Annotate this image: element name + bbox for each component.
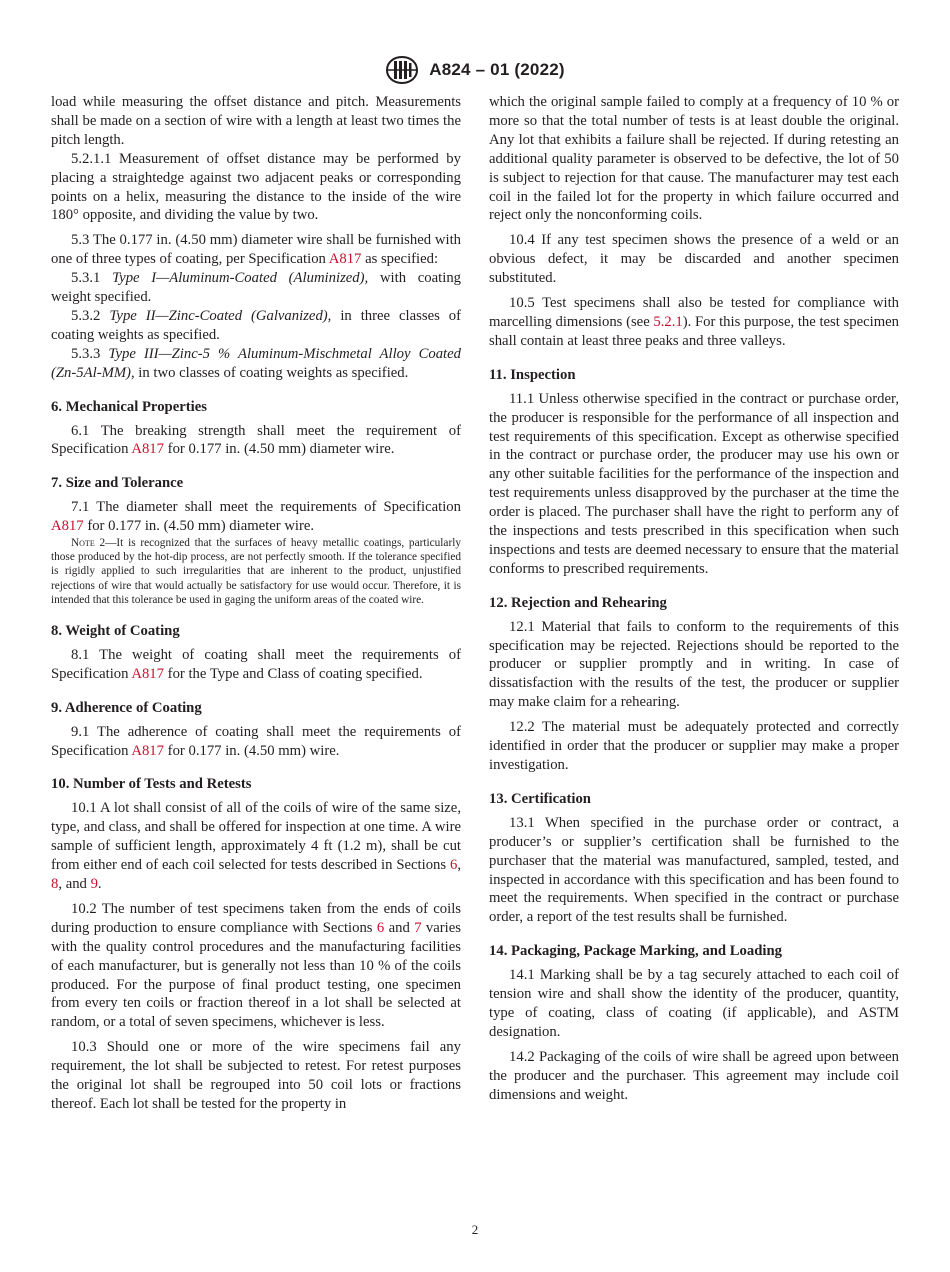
paragraph-5-3-3: 5.3.3 Type III—Zinc-5 % Aluminum-Mischmetal Alloy Coated (Zn-5Al-MM), in two classes of coating weights as specified. xyxy=(51,345,461,381)
paragraph-10-5: 10.5 Test specimens shall also be tested for compliance with marcelling dimensions (see 5.2.1). For this purpose, the test specimen shall contain at least three peaks and three valleys. xyxy=(489,295,899,349)
section-heading-9: 9. Adherence of Coating xyxy=(51,699,202,716)
section-heading-10: 10. Number of Tests and Retests xyxy=(51,776,252,793)
page-header xyxy=(0,56,950,84)
paragraph-12-2: 12.2 The material must be adequately protected and correctly identified in order that the producer or supplier may make a proper investigation. xyxy=(489,719,899,773)
paragraph-10-3: 10.3 Should one or more of the wire specimens fail any requirement, the lot shall be subjected to retest. For retest purposes the original lot shall be regrouped into 50 coil lots or fractions thereof. Each lot shall be tested for the property in xyxy=(51,1039,461,1112)
ref-5-2-1[interactable]: 5.2.1 xyxy=(653,313,683,330)
ref-a817[interactable]: A817 xyxy=(51,518,84,535)
ref-section-8[interactable]: 8 xyxy=(51,876,59,893)
ref-section-7[interactable]: 7 xyxy=(414,919,422,936)
ref-a817[interactable]: A817 xyxy=(131,665,164,682)
paragraph-8-1: 8.1 The weight of coating shall meet the requirements of Specification A817 for the Type and Class of coating specified. xyxy=(51,646,461,682)
paragraph-6-1: 6.1 The breaking strength shall meet the requirement of Specification A817 for 0.177 in. (4.50 mm) diameter wire. xyxy=(51,422,461,458)
page-number: 2 xyxy=(471,1222,479,1237)
section-heading-8: 8. Weight of Coating xyxy=(51,623,180,640)
paragraph-10-1: 10.1 A lot shall consist of all of the coils of wire of the same size, type, and class, and shall be offered for inspection at one time. A wire sample of sufficient length, approximately 4 ft (1.2 m), shall be cut from either end of each coil selected for tests described in Sections 6, 8, and 9. xyxy=(51,800,461,893)
right-column xyxy=(489,93,899,1105)
document-designation: A824 – 01 (2022) xyxy=(429,60,565,79)
ref-section-6[interactable]: 6 xyxy=(376,919,385,936)
paragraph-14-1: 14.1 Marking shall be by a tag securely attached to each coil of tension wire and shall show the identity of the producer, quantity, type of coating, class of coating (if applicable), and ASTM designation. xyxy=(489,967,899,1040)
note-2: Note 2—It is recognized that the surfaces of heavy metallic coatings, particularly those produced by the hot-dip process, are not perfectly smooth. If the tolerance specified is rigidly applied to such irregularities that are inherent to the product, unjustified rejections of wire that would actually be satisfactory for use would occur. Therefore, it is intended that this tolerance be used in gaging the uniform areas of the coated wire. xyxy=(51,537,461,606)
paragraph-10-4: 10.4 If any test specimen shows the presence of a weld or an obvious defect, it may be discarded and another specimen substituted. xyxy=(489,232,899,287)
ref-section-9[interactable]: 9 xyxy=(90,876,98,893)
paragraph-5-3-2: 5.3.2 Type II—Zinc-Coated (Galvanized), in three classes of coating weights as specified. xyxy=(51,307,461,343)
paragraph-7-1: 7.1 The diameter shall meet the requirements of Specification A817 for 0.177 in. (4.50 mm) diameter wire. xyxy=(51,499,461,535)
astm-logo-icon xyxy=(385,56,419,84)
section-heading-13: 13. Certification xyxy=(489,790,591,807)
paragraph-11-1: 11.1 Unless otherwise specified in the contract or purchase order, the producer is responsible for the performance of all inspection and test requirements of this specification. Except as otherwise specified in the contract or purchase order, the producer may use his own or any other suitable facilities for the performance of the inspection and test requirements unless disapproved by the purchaser at the time the order is placed. The purchaser shall have the right to perform any of the inspections and tests prescribed in this specification when such inspections and tests are deemed necessary to ensure that the material conforms to prescribed requirements. xyxy=(489,390,899,577)
paragraph-continuation: load while measuring the offset distance and pitch. Measurements shall be made on a section of wire with a length at least two times the pitch length. xyxy=(51,94,461,148)
left-column xyxy=(51,93,461,1114)
paragraph-continuation: which the original sample failed to comply at a frequency of 10 % or more so that the total number of tests is at least double the original. Any lot that exhibits a failure shall be rejected. If during retesting an additional quality parameter is observed to be defective, the lot of 50 is subject to rejection for that cause. The manufacturer may test each coil in the failed lot for the property in which failure occurred and reject only the nonconforming coils. xyxy=(489,94,899,224)
paragraph-14-2: 14.2 Packaging of the coils of wire shall be agreed upon between the producer and the purchaser. This agreement may include coil dimensions and weight. xyxy=(489,1048,899,1103)
section-heading-12: 12. Rejection and Rehearing xyxy=(489,594,667,611)
ref-a817[interactable]: A817 xyxy=(328,251,362,268)
section-heading-11: 11. Inspection xyxy=(489,366,576,383)
paragraph-5-3: 5.3 The 0.177 in. (4.50 mm) diameter wire shall be furnished with one of three types of coating, per Specification A817 as specified: xyxy=(51,232,461,268)
ref-a817[interactable]: A817 xyxy=(131,441,164,458)
section-heading-6: 6. Mechanical Properties xyxy=(51,398,207,415)
ref-a817[interactable]: A817 xyxy=(131,742,164,759)
paragraph-12-1: 12.1 Material that fails to conform to the requirements of this specification may be rejected. Rejections should be reported to the producer or supplier promptly and in writing. In case of dissatisfaction with the results of the test, the producer or supplier may make claim for a rehearing. xyxy=(489,618,899,711)
paragraph-5-3-1: 5.3.1 Type I—Aluminum-Coated (Aluminized), with coating weight specified. xyxy=(51,270,462,306)
paragraph-9-1: 9.1 The adherence of coating shall meet the requirements of Specification A817 for 0.177 in. (4.50 mm) wire. xyxy=(51,723,461,759)
paragraph-13-1: 13.1 When specified in the purchase order or contract, a producer’s or supplier’s certification shall be furnished to the purchaser that the material was manufactured, sampled, tested, and inspected in accordance with this specification and has been found to meet the requirements. When specified in the contract or purchase order, a report of the test results shall be furnished. xyxy=(489,814,899,926)
paragraph-10-2: 10.2 The number of test specimens taken from the ends of coils during production to ensure compliance with Sections 6 and 7 varies with the quality control procedures and the manufacturing facilities of each manufacturer, but is generally not less than 10 % of the coils produced. For the purpose of final product testing, one specimen from every ten coils or fraction thereof in a lot shall be selected at random, or a total of seven specimens, whichever is less. xyxy=(51,900,461,1031)
ref-section-6[interactable]: 6 xyxy=(449,857,458,874)
paragraph-5-2-1-1: 5.2.1.1 Measurement of offset distance may be performed by placing a straightedge against two adjacent peaks or corresponding points on a helix, measuring the distance to the inside of the wire 180° opposite, and dividing the value by two. xyxy=(51,150,461,224)
section-heading-7: 7. Size and Tolerance xyxy=(51,475,184,492)
section-heading-14: 14. Packaging, Package Marking, and Loading xyxy=(489,943,782,960)
